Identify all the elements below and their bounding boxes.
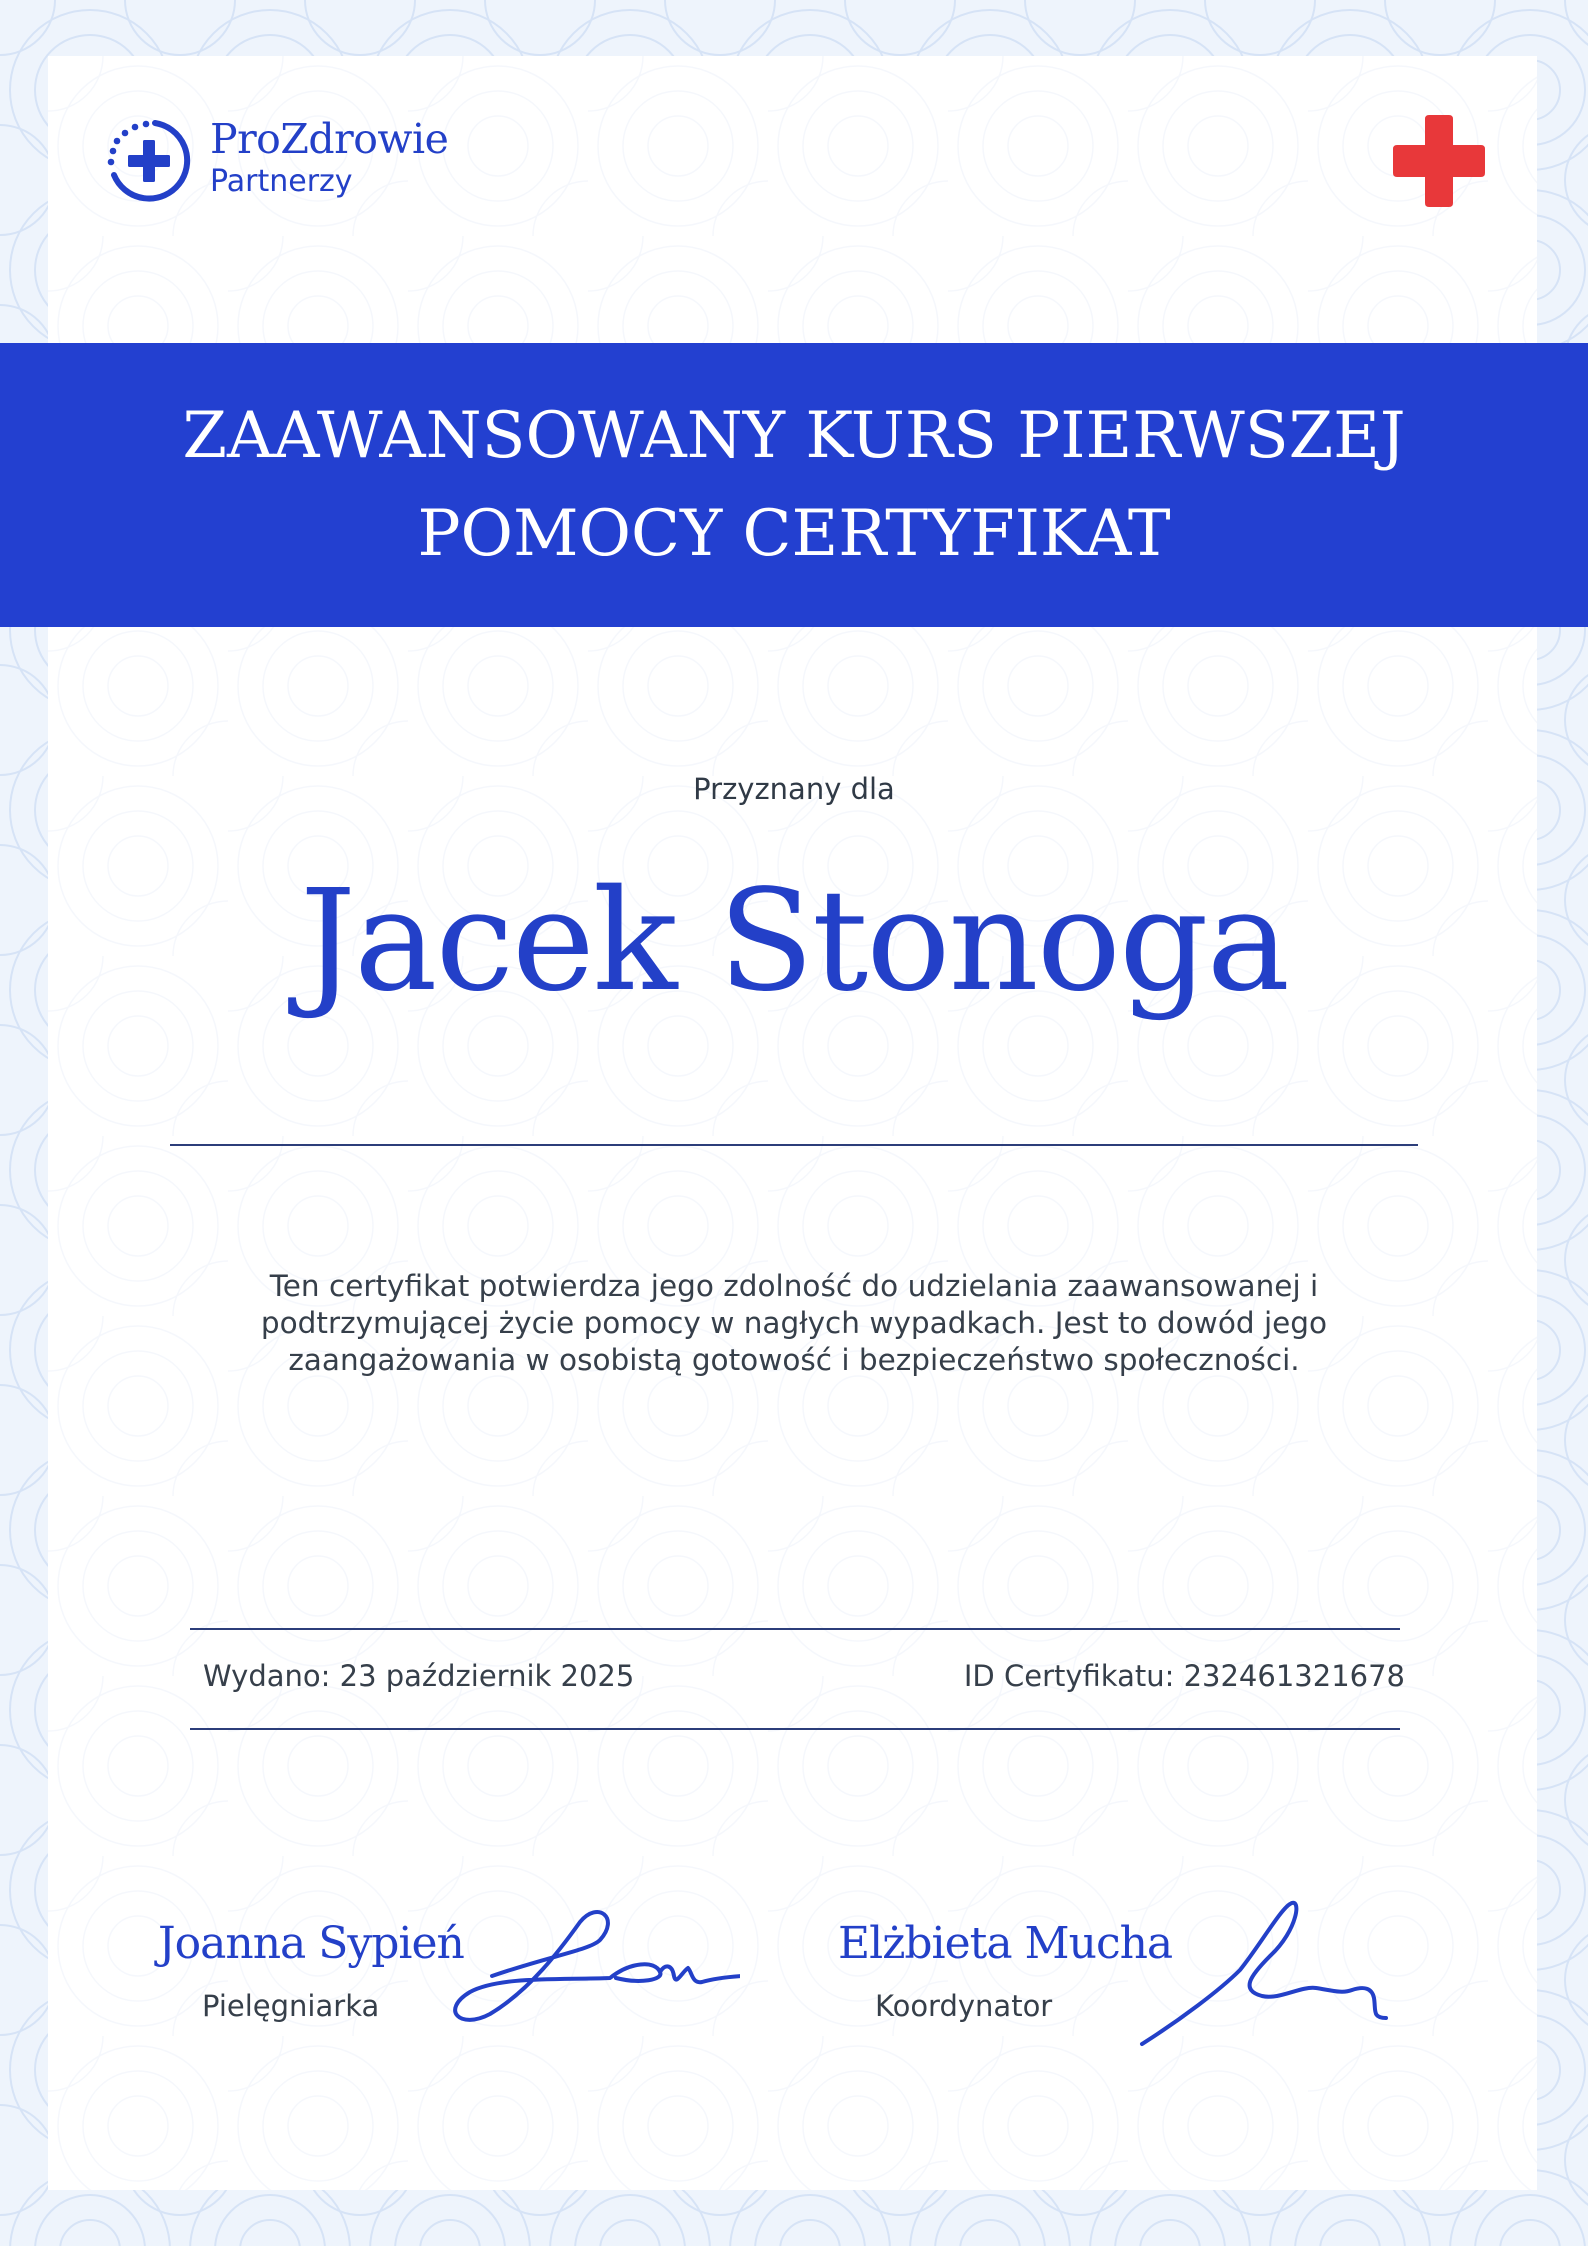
red-cross-icon: [1393, 115, 1485, 207]
certificate-title: ZAAWANSOWANY KURS PIERWSZEJ POMOCY CERTYFIKAT: [182, 399, 1406, 571]
name-underline: [170, 1144, 1418, 1146]
logo: [106, 115, 449, 204]
issue-date: Wydano: 23 październik 2025: [203, 1659, 635, 1693]
details-top-divider: [190, 1628, 1400, 1630]
signatory-name: Elżbieta Mucha: [838, 1918, 1173, 1969]
details-bottom-divider: [190, 1728, 1400, 1730]
title-banner: [0, 343, 1588, 627]
signatory-name: Joanna Sypień: [158, 1918, 464, 1969]
logo-name: ProZdrowie: [210, 115, 449, 163]
awarded-to-label: Przyznany dla: [693, 772, 895, 806]
signature-joanna-icon: [440, 1880, 740, 2040]
certificate-id: ID Certyfikatu: 232461321678: [963, 1659, 1405, 1693]
certificate-description: Ten certyfikat potwierdza jego zdolność do udzielania zaawansowanej i podtrzymującej życie pomocy w nagłych wypadkach. Jest to dowód jego zaangażowania w osobistą gotowość i bezpieczeństwo społeczności.: [260, 1269, 1328, 1377]
signatory-role: Koordynator: [875, 1989, 1053, 2023]
logo-subtitle: Partnerzy: [210, 164, 353, 199]
signatory-role: Pielęgniarka: [202, 1989, 380, 2023]
medical-plus-circle-icon: [106, 118, 192, 204]
signature-elzbieta-icon: [1120, 1890, 1400, 2060]
recipient-name: Jacek Stonoga: [299, 860, 1289, 1023]
